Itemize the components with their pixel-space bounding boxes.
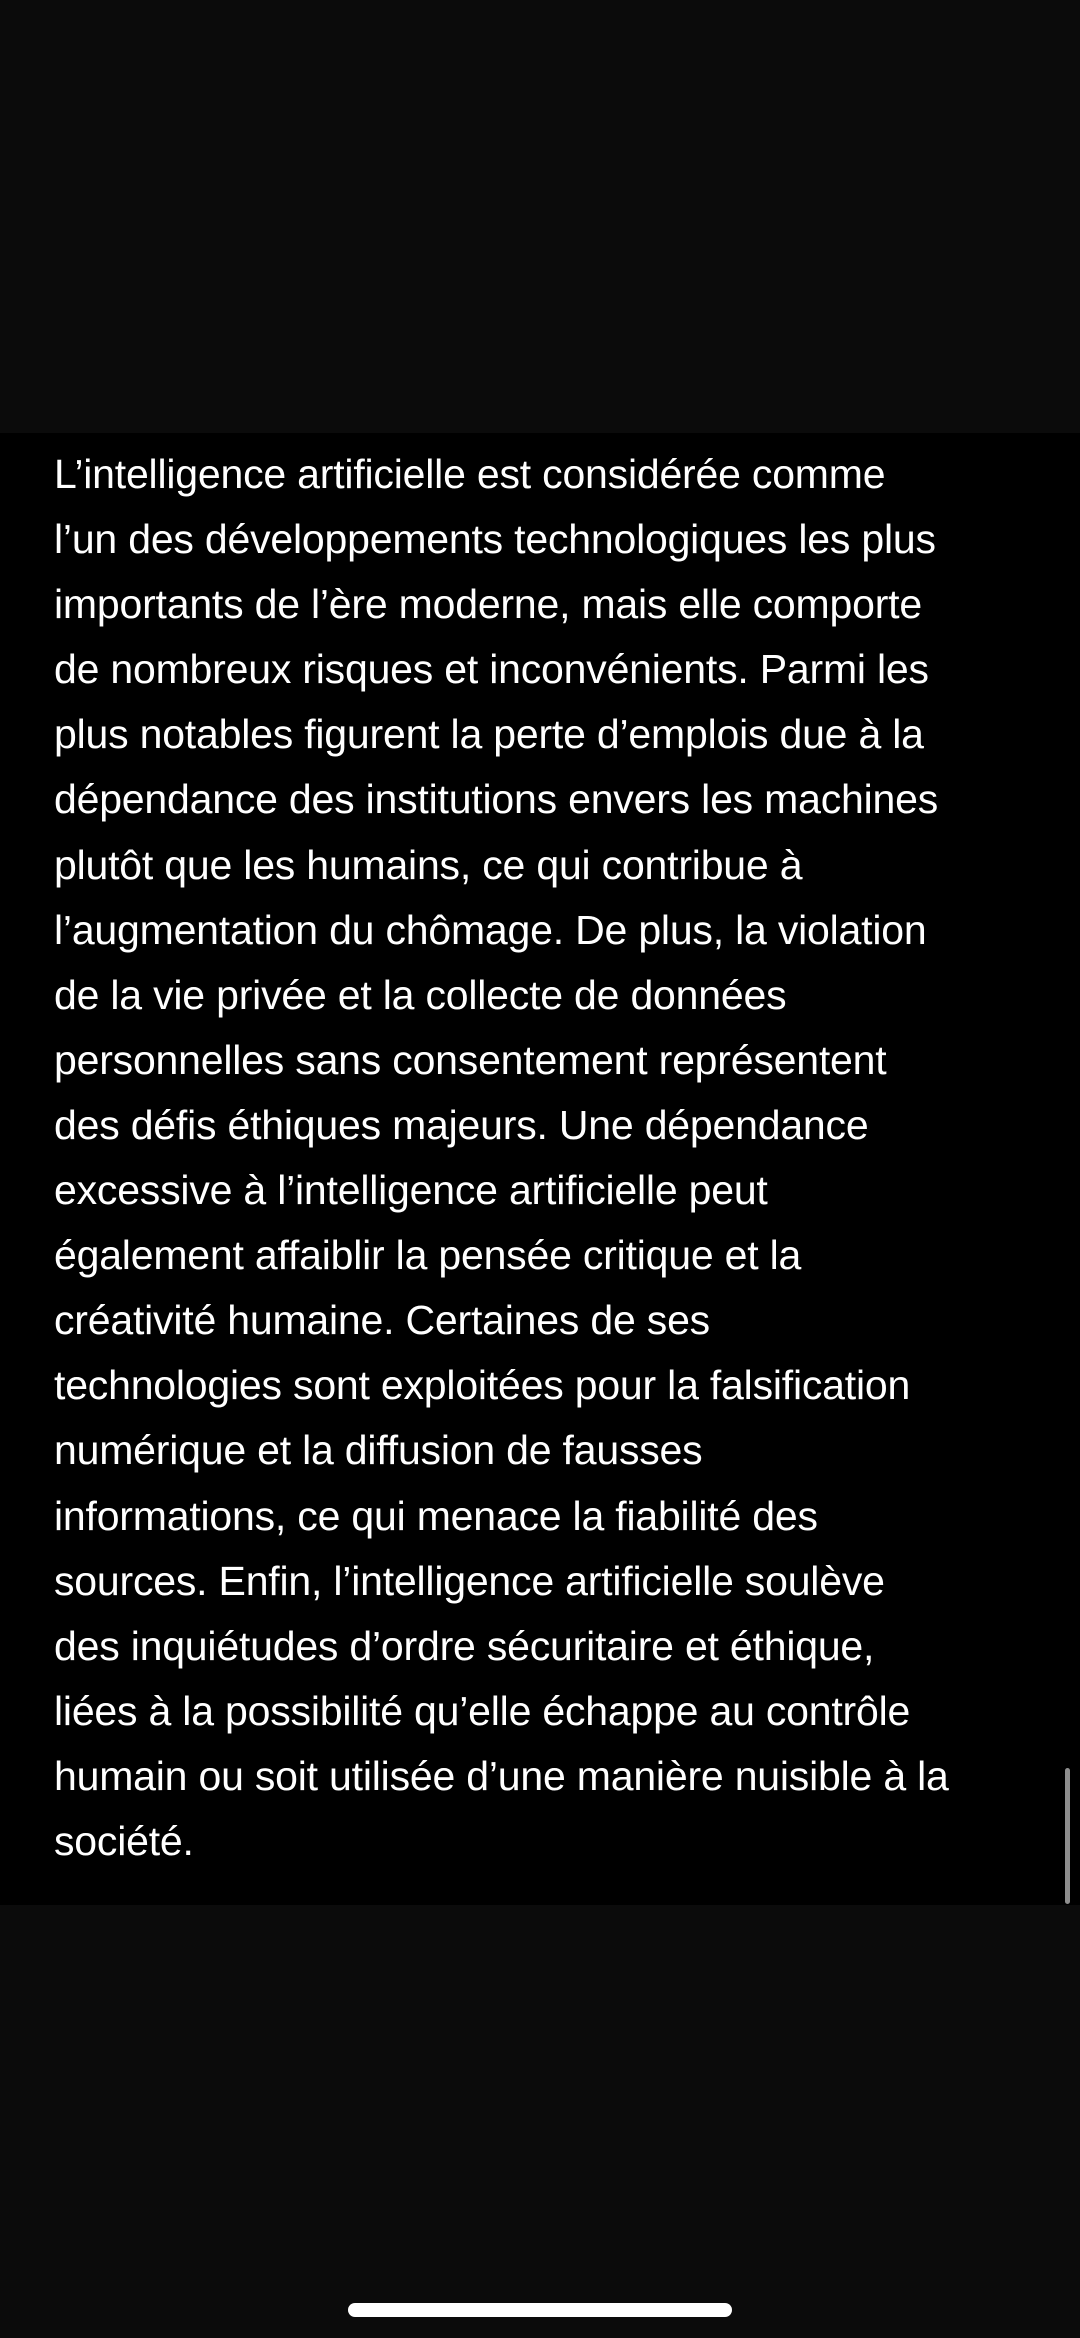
article-line: société. — [54, 1817, 194, 1864]
article-line: sources. Enfin, l’intelligence artificielle soulève — [54, 1557, 885, 1604]
article-line: humain ou soit utilisée d’une manière nuisible à la — [54, 1752, 949, 1799]
article-line: personnelles sans consentement représentent — [54, 1036, 887, 1083]
article-line: l’un des développements technologiques les plus — [54, 516, 936, 563]
article-line: excessive à l’intelligence artificielle peut — [54, 1167, 768, 1214]
article-line: plutôt que les humains, ce qui contribue à — [54, 841, 803, 888]
article-line: technologies sont exploitées pour la falsification — [54, 1362, 911, 1409]
article-line: dépendance des institutions envers les machines — [54, 776, 939, 823]
article-line: de nombreux risques et inconvénients. Parmi les — [54, 646, 929, 693]
article-line: également affaiblir la pensée critique et la — [54, 1232, 802, 1279]
top-empty-area — [0, 0, 1080, 433]
article-line: de la vie privée et la collecte de données — [54, 971, 787, 1018]
article-line: numérique et la diffusion de fausses — [54, 1427, 703, 1474]
article-line: des défis éthiques majeurs. Une dépendance — [54, 1101, 869, 1148]
home-indicator[interactable] — [348, 2303, 732, 2317]
article-line: liées à la possibilité qu’elle échappe au contrôle — [54, 1687, 911, 1734]
article-line: créativité humaine. Certaines de ses — [54, 1297, 710, 1344]
bottom-empty-area — [0, 1905, 1080, 2338]
article-line: plus notables figurent la perte d’emplois due à la — [54, 711, 924, 758]
article-line: des inquiétudes d’ordre sécuritaire et éthique, — [54, 1622, 875, 1669]
article-line: importants de l’ère moderne, mais elle comporte — [54, 581, 922, 628]
article-line: l’augmentation du chômage. De plus, la violation — [54, 906, 927, 953]
article-line: L’intelligence artificielle est considérée comme — [54, 451, 886, 497]
article-text — [54, 442, 1064, 1874]
scroll-indicator[interactable] — [1065, 1768, 1070, 1904]
article-line: informations, ce qui menace la fiabilité des — [54, 1492, 818, 1539]
